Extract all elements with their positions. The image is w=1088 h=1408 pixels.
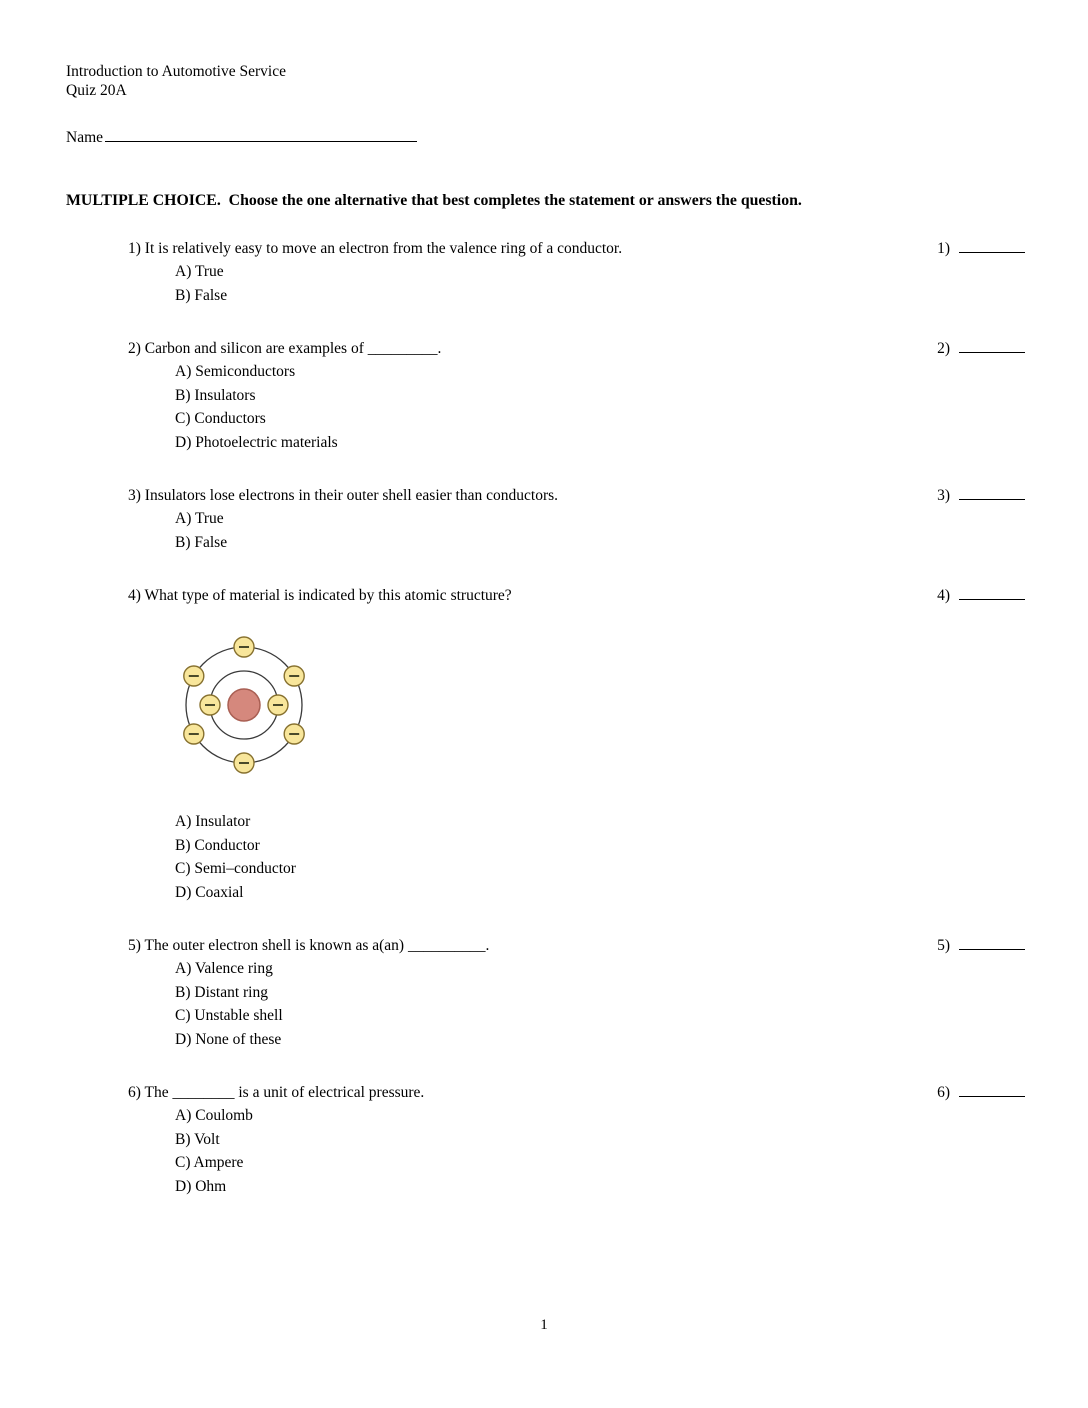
question-text: Carbon and silicon are examples of _________. — [144, 340, 442, 357]
question-1-options — [128, 260, 1025, 307]
questions-list — [66, 237, 1025, 1198]
page-number: 1 — [540, 1317, 548, 1333]
answer-blank-1[interactable] — [959, 238, 1025, 253]
option-a: A) True — [175, 263, 224, 280]
option-c: C) Ampere — [175, 1154, 244, 1171]
answer-number: 4) — [937, 587, 950, 604]
answer-number: 5) — [937, 937, 950, 954]
question-text: The outer electron shell is known as a(an) __________. — [144, 937, 490, 954]
question-text: Insulators lose electrons in their outer shell easier than conductors. — [144, 487, 559, 504]
question-3-answer — [937, 484, 1025, 507]
answer-blank-3[interactable] — [959, 485, 1025, 500]
question-number: 3) — [128, 487, 141, 504]
question-2-options — [128, 360, 1025, 454]
atom-diagram — [164, 625, 324, 785]
option-d: D) Coaxial — [175, 883, 244, 901]
question-5-text — [128, 934, 937, 957]
course-title: Introduction to Automotive Service — [66, 63, 286, 80]
question-1 — [128, 237, 1025, 307]
question-6-text — [128, 1081, 937, 1104]
option-a: A) Semiconductors — [175, 363, 296, 380]
electron-icon — [200, 695, 220, 715]
atom-structure-figure — [164, 625, 1025, 790]
option-b: B) False — [175, 533, 228, 551]
question-2 — [128, 337, 1025, 454]
option-d: D) Photoelectric materials — [175, 433, 338, 451]
question-text: It is relatively easy to move an electron from the valence ring of a conductor. — [144, 240, 623, 257]
nucleus-icon — [228, 689, 260, 721]
question-number: 6) — [128, 1084, 141, 1101]
question-4 — [128, 584, 1025, 904]
answer-blank-6[interactable] — [959, 1082, 1025, 1097]
question-3 — [128, 484, 1025, 554]
option-b: B) Conductor — [175, 836, 260, 854]
option-d: D) Ohm — [175, 1177, 227, 1195]
name-input-line[interactable] — [105, 127, 417, 142]
option-b: B) False — [175, 286, 228, 304]
electron-icon — [284, 724, 304, 744]
question-4-text — [128, 584, 937, 607]
question-3-options — [128, 507, 1025, 554]
electron-icon — [268, 695, 288, 715]
answer-number: 3) — [937, 487, 950, 504]
option-b: B) Insulators — [175, 386, 256, 404]
option-c: C) Unstable shell — [175, 1007, 283, 1024]
answer-number: 1) — [937, 240, 950, 257]
option-c: C) Conductors — [175, 410, 266, 427]
option-a: A) True — [175, 510, 224, 527]
question-6-options — [128, 1104, 1025, 1198]
answer-number: 6) — [937, 1084, 950, 1101]
answer-blank-5[interactable] — [959, 935, 1025, 950]
question-3-text — [128, 484, 937, 507]
name-label: Name — [66, 129, 104, 146]
question-text: The ________ is a unit of electrical pressure. — [144, 1084, 425, 1101]
question-number: 5) — [128, 937, 141, 954]
question-text: What type of material is indicated by this atomic structure? — [144, 587, 512, 604]
option-b: B) Distant ring — [175, 983, 268, 1001]
question-5-answer — [937, 934, 1025, 957]
question-6 — [128, 1081, 1025, 1198]
question-1-text — [128, 237, 937, 260]
electron-icon — [284, 666, 304, 686]
question-5-options — [128, 957, 1025, 1051]
option-c: C) Semi–conductor — [175, 860, 296, 877]
question-2-text — [128, 337, 937, 360]
quiz-title: Quiz 20A — [66, 82, 127, 99]
question-number: 2) — [128, 340, 141, 357]
answer-number: 2) — [937, 340, 950, 357]
electron-icon — [234, 637, 254, 657]
answer-blank-4[interactable] — [959, 585, 1025, 600]
question-2-answer — [937, 337, 1025, 360]
section-title: MULTIPLE CHOICE. Choose the one alternative that best completes the statement or answers the question. — [66, 192, 802, 209]
question-5 — [128, 934, 1025, 1051]
question-6-answer — [937, 1081, 1025, 1104]
option-a: A) Insulator — [175, 813, 251, 830]
question-number: 4) — [128, 587, 141, 604]
question-4-answer — [937, 584, 1025, 607]
option-b: B) Volt — [175, 1130, 220, 1148]
option-a: A) Valence ring — [175, 960, 273, 977]
answer-blank-2[interactable] — [959, 338, 1025, 353]
page-header — [66, 62, 1025, 100]
question-number: 1) — [128, 240, 141, 257]
question-4-options — [128, 810, 1025, 904]
electron-icon — [234, 753, 254, 773]
name-row — [66, 127, 1025, 147]
electron-icon — [184, 666, 204, 686]
question-1-answer — [937, 237, 1025, 260]
option-d: D) None of these — [175, 1030, 282, 1048]
option-a: A) Coulomb — [175, 1107, 253, 1124]
electron-icon — [184, 724, 204, 744]
